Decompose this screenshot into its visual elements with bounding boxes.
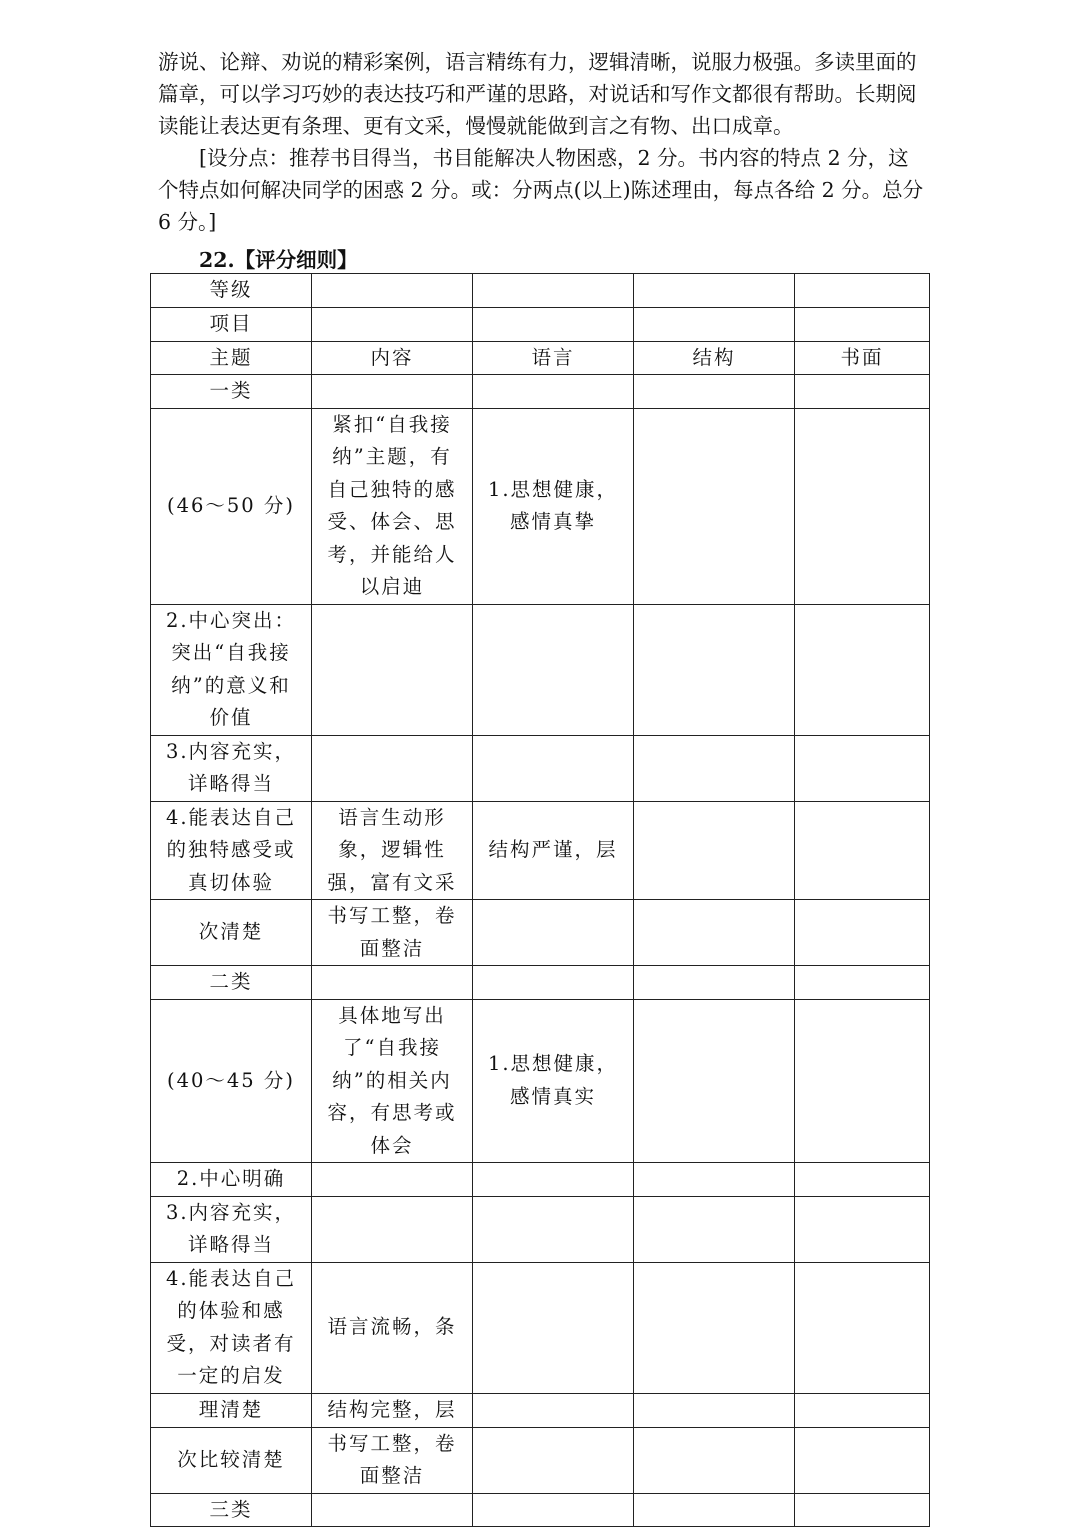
table-cell bbox=[473, 604, 634, 735]
table-cell bbox=[473, 1393, 634, 1427]
table-row bbox=[151, 735, 930, 801]
table-row bbox=[151, 1262, 930, 1393]
table-cell bbox=[634, 735, 795, 801]
table-cell bbox=[473, 1262, 634, 1393]
table-row bbox=[151, 604, 930, 735]
table-cell: 次比较清楚 bbox=[151, 1427, 312, 1493]
table-cell bbox=[795, 375, 930, 409]
table-cell bbox=[634, 966, 795, 1000]
table-cell: 3.内容充实，详略得当 bbox=[151, 1196, 312, 1262]
section-heading: 22.【评分细则】 bbox=[199, 248, 358, 272]
table-cell: 4.能表达自己的体验和感受，对读者有一定的启发 bbox=[151, 1262, 312, 1393]
table-cell: 3.内容充实，详略得当 bbox=[151, 735, 312, 801]
table-cell: 语言生动形象，逻辑性强，富有文采 bbox=[312, 801, 473, 900]
table-cell: 理清楚 bbox=[151, 1393, 312, 1427]
table-row bbox=[151, 341, 930, 375]
table-cell: 4.能表达自己的独特感受或真切体验 bbox=[151, 801, 312, 900]
table-cell bbox=[312, 1493, 473, 1527]
table-cell: 结构严谨，层 bbox=[473, 801, 634, 900]
table-row bbox=[151, 274, 930, 308]
table-cell bbox=[473, 375, 634, 409]
rubric-body bbox=[151, 274, 930, 1527]
table-row bbox=[151, 1393, 930, 1427]
table-row bbox=[151, 1196, 930, 1262]
table-cell bbox=[473, 735, 634, 801]
table-cell bbox=[634, 1393, 795, 1427]
table-cell: 等级 bbox=[151, 274, 312, 308]
table-row bbox=[151, 801, 930, 900]
table-cell: (46～50 分) bbox=[151, 408, 312, 604]
table-cell bbox=[473, 308, 634, 342]
table-cell: 1.思想健康，感情真实 bbox=[473, 999, 634, 1163]
table-cell bbox=[795, 274, 930, 308]
table-row bbox=[151, 308, 930, 342]
table-cell bbox=[312, 1163, 473, 1197]
table-cell bbox=[795, 1262, 930, 1393]
table-cell: 书写工整，卷面整洁 bbox=[312, 900, 473, 966]
table-cell: 紧扣“自我接纳”主题，有自己独特的感受、体会、思考，并能给人以启迪 bbox=[312, 408, 473, 604]
table-cell bbox=[312, 375, 473, 409]
scoring-note-paragraph: [设分点：推荐书目得当，书目能解决人物困惑，2 分。书内容的特点 2 分，这个特点如何解决同学的困惑 2 分。或：分两点(以上)陈述理由，每点各给 2 分。总分 6 分。] bbox=[158, 146, 924, 234]
table-cell bbox=[795, 1493, 930, 1527]
table-row bbox=[151, 900, 930, 966]
table-cell bbox=[795, 1163, 930, 1197]
table-cell bbox=[312, 604, 473, 735]
table-cell: 语言流畅，条 bbox=[312, 1262, 473, 1393]
table-row bbox=[151, 408, 930, 604]
table-row bbox=[151, 1163, 930, 1197]
table-cell: 2.中心明确 bbox=[151, 1163, 312, 1197]
table-cell bbox=[634, 999, 795, 1163]
table-cell bbox=[312, 274, 473, 308]
table-cell bbox=[634, 1427, 795, 1493]
table-cell bbox=[795, 735, 930, 801]
table-cell bbox=[634, 604, 795, 735]
table-cell bbox=[473, 1163, 634, 1197]
table-cell bbox=[473, 1427, 634, 1493]
table-cell bbox=[795, 1427, 930, 1493]
table-cell bbox=[634, 308, 795, 342]
table-cell bbox=[473, 1493, 634, 1527]
table-row bbox=[151, 966, 930, 1000]
table-row bbox=[151, 1427, 930, 1493]
intro-paragraph: 游说、论辩、劝说的精彩案例，语言精练有力，逻辑清晰，说服力极强。多读里面的篇章，可以学习巧妙的表达技巧和严谨的思路，对说话和写作文都很有帮助。长期阅读能让表达更有条理、更有文采，慢慢就能做到言之有物、出口成章。 bbox=[158, 50, 917, 138]
table-cell bbox=[473, 966, 634, 1000]
table-cell bbox=[795, 966, 930, 1000]
table-cell bbox=[312, 1196, 473, 1262]
table-cell bbox=[312, 308, 473, 342]
table-cell: 主题 bbox=[151, 341, 312, 375]
table-cell bbox=[634, 801, 795, 900]
scoring-rubric-table bbox=[150, 273, 930, 1527]
table-cell bbox=[634, 274, 795, 308]
table-cell bbox=[634, 1262, 795, 1393]
table-cell bbox=[634, 1163, 795, 1197]
table-cell bbox=[634, 408, 795, 604]
table-cell: 一类 bbox=[151, 375, 312, 409]
table-cell bbox=[634, 1493, 795, 1527]
table-row bbox=[151, 1493, 930, 1527]
table-cell: 三类 bbox=[151, 1493, 312, 1527]
table-cell: 书面 bbox=[795, 341, 930, 375]
table-cell bbox=[795, 1393, 930, 1427]
table-row bbox=[151, 375, 930, 409]
table-cell: 结构 bbox=[634, 341, 795, 375]
table-cell bbox=[795, 308, 930, 342]
table-cell: (40～45 分) bbox=[151, 999, 312, 1163]
table-cell bbox=[795, 900, 930, 966]
table-cell bbox=[473, 900, 634, 966]
table-cell bbox=[795, 999, 930, 1163]
table-cell bbox=[634, 1196, 795, 1262]
table-cell: 2.中心突出：突出“自我接纳”的意义和价值 bbox=[151, 604, 312, 735]
table-cell: 次清楚 bbox=[151, 900, 312, 966]
table-cell bbox=[795, 1196, 930, 1262]
table-cell bbox=[634, 900, 795, 966]
table-cell: 书写工整，卷面整洁 bbox=[312, 1427, 473, 1493]
table-cell bbox=[795, 408, 930, 604]
table-cell: 语言 bbox=[473, 341, 634, 375]
table-cell: 内容 bbox=[312, 341, 473, 375]
table-cell bbox=[473, 274, 634, 308]
table-cell: 具体地写出了“自我接纳”的相关内容，有思考或体会 bbox=[312, 999, 473, 1163]
table-row bbox=[151, 999, 930, 1163]
table-cell: 1.思想健康，感情真挚 bbox=[473, 408, 634, 604]
table-cell bbox=[795, 604, 930, 735]
table-cell bbox=[473, 1196, 634, 1262]
table-cell bbox=[634, 375, 795, 409]
table-cell: 项目 bbox=[151, 308, 312, 342]
table-cell bbox=[795, 801, 930, 900]
table-cell bbox=[312, 735, 473, 801]
table-cell: 二类 bbox=[151, 966, 312, 1000]
table-cell: 结构完整，层 bbox=[312, 1393, 473, 1427]
table-cell bbox=[312, 966, 473, 1000]
